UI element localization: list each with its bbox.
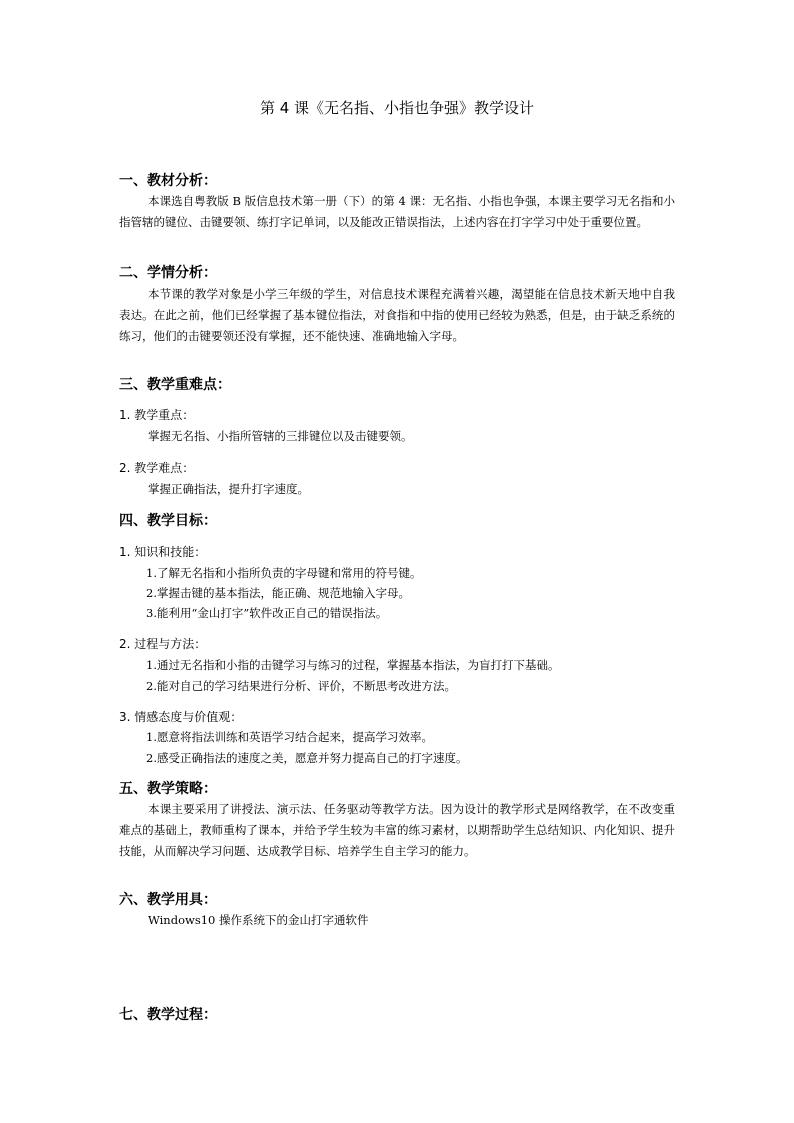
document-title: 第 4 课《无名指、小指也争强》教学设计 [259,99,535,117]
list-item: 2.掌握击键的基本指法，能正确、规范地输入字母。 [146,586,410,600]
subheading-difficult-points: 2. 教学难点： [119,461,195,475]
section-heading-teaching-tools: 六、教学用具： [119,892,217,908]
section-heading-teaching-strategy: 五、教学策略： [119,781,217,797]
list-item: 2.能对自己的学习结果进行分析、评价，不断思考改进方法。 [146,679,456,693]
subheading-key-points: 1. 教学重点： [119,408,195,422]
list-item: 3.能利用“金山打字”软件改正自己的错误指法。 [146,606,388,620]
subheading-process-methods: 2. 过程与方法： [119,637,207,651]
subheading-knowledge-skills: 1. 知识和技能： [119,545,207,559]
section-heading-teaching-process: 七、教学过程： [119,1007,217,1023]
paragraph-student-analysis: 本节课的教学对象是小学三年级的学生，对信息技术课程充满着兴趣，渴望能在信息技术新天地中自我表达。在此之前，他们已经掌握了基本键位指法，对食指和中指的使用已经较为熟悉，但是，由于缺乏系统的练习，他们的击键要领还没有掌握，还不能快速、准确地输入字母。 [119,287,675,343]
difficult-points-text: 掌握正确指法，提升打字速度。 [148,482,309,496]
section-heading-teaching-goals: 四、教学目标： [119,513,217,529]
section-heading-student-analysis: 二、学情分析： [119,265,217,281]
teaching-tools-text: Windows10 操作系统下的金山打字通软件 [148,913,369,927]
section-heading-key-difficult-points: 三、教学重难点： [119,377,231,393]
list-item: 2.感受正确指法的速度之美，愿意并努力提高自己的打字速度。 [146,751,468,765]
key-points-text: 掌握无名指、小指所管辖的三排键位以及击键要领。 [148,429,413,443]
list-item: 1.了解无名指和小指所负责的字母键和常用的符号键。 [146,566,422,580]
list-item: 1.愿意将指法训练和英语学习结合起来，提高学习效率。 [146,730,433,744]
paragraph-textbook-analysis: 本课选自粤教版 B 版信息技术第一册（下）的第 4 课：无名指、小指也争强，本课主要学习无名指和小指管辖的键位、击键要领、练打字记单词，以及能改正错误指法，上述内容在打字学习中处于重要位置。 [119,194,675,229]
section-heading-textbook-analysis: 一、教材分析： [119,173,217,189]
paragraph-teaching-strategy: 本课主要采用了讲授法、演示法、任务驱动等教学方法。因为设计的教学形式是网络教学，在不改变重难点的基础上，教师重构了课本，并给予学生较为丰富的练习素材，以期帮助学生总结知识、内化知识、提升技能，从而解决学习问题、达成教学目标、培养学生自主学习的能力。 [119,802,675,858]
list-item: 1.通过无名指和小指的击键学习与练习的过程，掌握基本指法，为盲打打下基础。 [146,658,560,672]
subheading-attitude-values: 3. 情感态度与价值观： [119,710,243,724]
